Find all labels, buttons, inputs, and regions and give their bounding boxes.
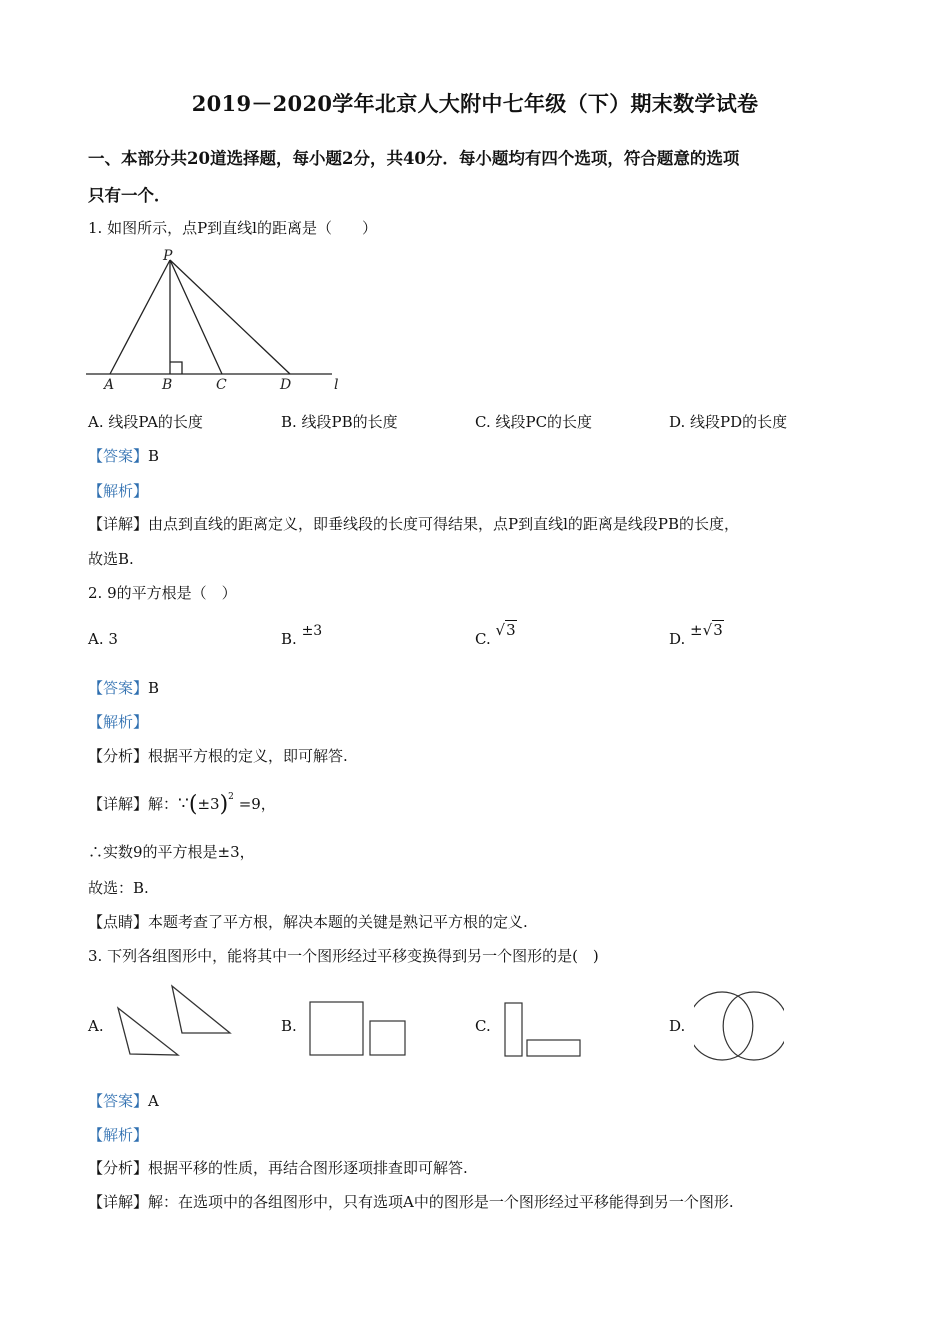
q2-option-a: A. 3 (88, 630, 118, 648)
q2-analysis-tag: 【解析】 (88, 713, 149, 731)
q3-option-a-label: A. (88, 1017, 104, 1035)
q2-option-d: D. ±√3 (669, 621, 723, 648)
triangle-2 (172, 986, 230, 1033)
q1-option-b: B. 线段PB的长度 (281, 413, 398, 431)
q3-fenxi: 【分析】根据平移的性质，再结合图形逐项排查即可解答. (88, 1159, 468, 1177)
q1-option-a: A. 线段PA的长度 (88, 413, 203, 431)
q2-fenxi: 【分析】根据平方根的定义，即可解答. (88, 747, 348, 765)
q3-option-c-figure (500, 998, 586, 1060)
q2-therefore: ∴实数9的平方根是±3， (88, 843, 255, 861)
q2-dianjing: 【点睛】本题考查了平方根，解决本题的关键是熟记平方根的定义. (88, 913, 528, 931)
section-heading-line1: 一、本部分共20道选择题，每小题2分，共40分．每小题均有四个选项，符合题意的选项 (88, 149, 740, 168)
answer-value: B (148, 447, 160, 465)
q3-option-d-figure (694, 990, 784, 1062)
answer-tag: 【答案】 (88, 447, 149, 465)
vertical-rectangle (505, 1003, 522, 1056)
small-square (370, 1021, 405, 1055)
q3-option-d-label: D. (669, 1017, 686, 1035)
q3-answer: 【答案】A (88, 1092, 159, 1110)
large-square (310, 1002, 363, 1055)
label-a: A (104, 377, 115, 393)
q1-detail-line1 (88, 513, 739, 534)
detail-text: 由点到直线的距离定义，即垂线段的长度可得结果，点P到直线l的距离是线段PB的长度， (148, 515, 740, 533)
segment-pa (110, 260, 170, 374)
label-b: B (162, 377, 173, 393)
q1-stem: 1. 如图所示，点P到直线l的距离是（ ） (88, 219, 377, 237)
crescent-right (738, 992, 784, 1060)
q1-option-d: D. 线段PD的长度 (669, 413, 788, 431)
q1-answer (88, 445, 159, 466)
q3-option-c-label: C. (475, 1017, 491, 1035)
section-heading-line2: 只有一个． (88, 186, 171, 205)
label-c: C (216, 377, 227, 393)
q2-choose: 故选：B. (88, 879, 149, 897)
q2-option-c: C. √3 (475, 621, 516, 648)
q1-option-c: C. 线段PC的长度 (475, 413, 593, 431)
segment-pc (170, 260, 222, 374)
plusminus-sqrt-expression: ±√3 (690, 621, 723, 639)
q3-option-b-figure (305, 998, 411, 1060)
q3-detail: 【详解】解：在选项中的各组图形中，只有选项A中的图形是一个图形经过平移能得到另一个图形. (88, 1193, 734, 1211)
q2-stem: 2. 9的平方根是（ ） (88, 584, 237, 602)
q1-analysis-tag: 【解析】 (88, 482, 149, 500)
segment-pd (170, 260, 290, 374)
q2-detail: 【详解】解：$\because(\pm 3)^2 =9$， (88, 792, 276, 817)
q1-figure (84, 246, 346, 396)
horizontal-rectangle (527, 1040, 580, 1056)
q3-option-a-figure (110, 980, 240, 1060)
page-title: 2019－2020学年北京人大附中七年级（下）期末数学试卷 (191, 91, 759, 116)
q3-stem: 3. 下列各组图形中，能将其中一个图形经过平移变换得到另一个图形的是( ) (88, 947, 599, 965)
q1-detail-line2: 故选B. (88, 550, 134, 568)
q2-option-b: B. ±3 (281, 623, 323, 648)
triangle-1 (118, 1008, 178, 1055)
q3-analysis-tag: 【解析】 (88, 1126, 149, 1144)
label-l: l (334, 377, 339, 393)
q2-answer: 【答案】B (88, 679, 160, 697)
sqrt-expression: √3 (495, 621, 516, 639)
label-d: D (280, 377, 292, 393)
detail-tag: 【详解】 (88, 515, 149, 533)
crescent-left (694, 992, 738, 1060)
q3-option-b-label: B. (281, 1017, 297, 1035)
right-angle-mark (170, 362, 182, 374)
label-p: P (163, 248, 173, 264)
